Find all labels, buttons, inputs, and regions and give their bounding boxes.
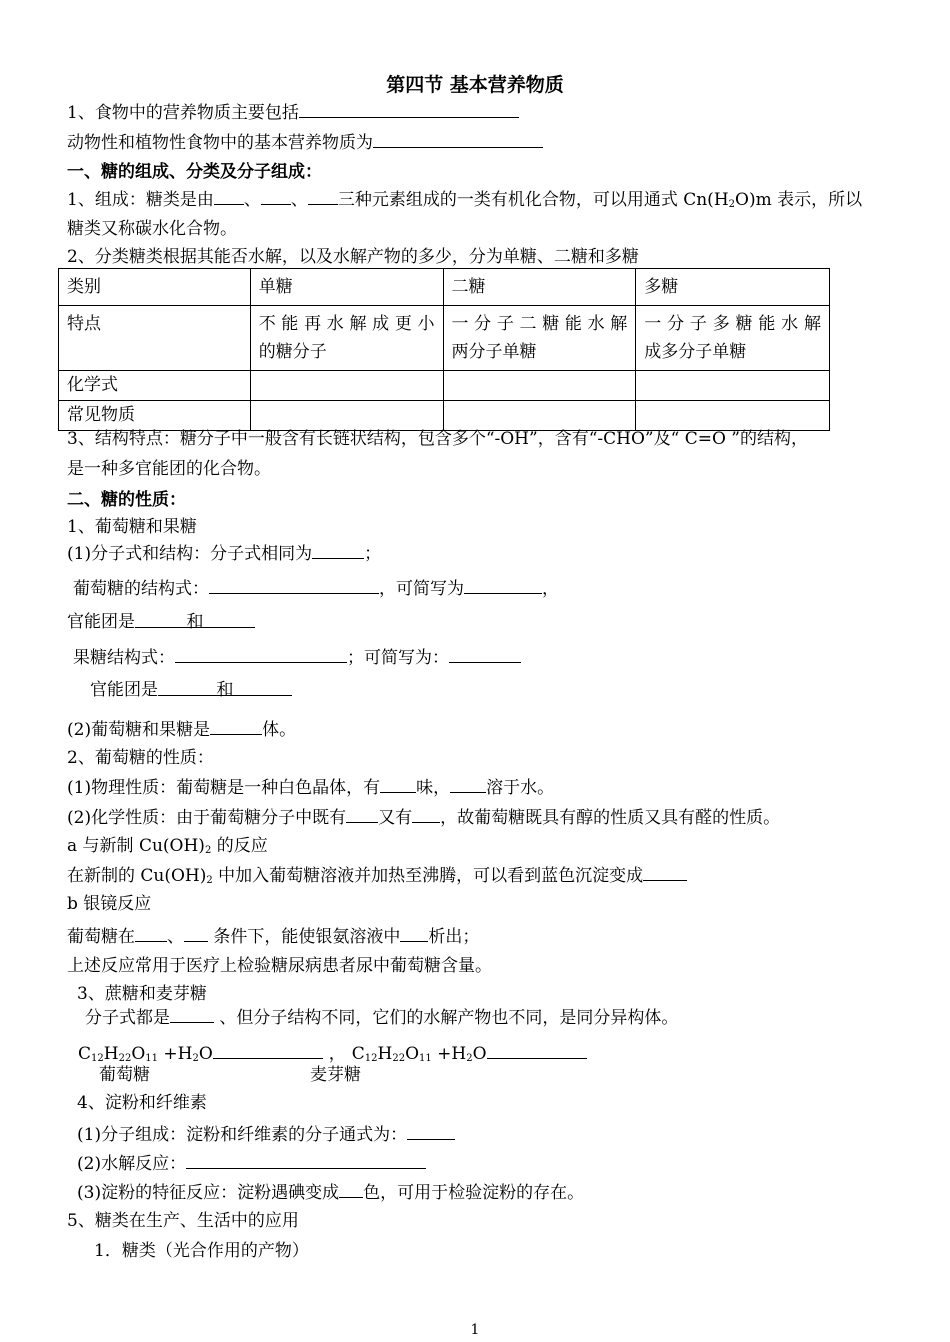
answer-blank[interactable] xyxy=(186,1152,426,1169)
answer-blank[interactable] xyxy=(464,577,542,594)
starch-iodine-line: (3)淀粉的特征反应：淀粉遇碘变成 色，可用于检验淀粉的存在。 xyxy=(77,1183,585,1203)
answer-blank[interactable] xyxy=(184,925,208,942)
applications-heading: 5、糖类在生产、生活中的应用 xyxy=(67,1211,299,1231)
table-row xyxy=(59,401,830,431)
empty-cell[interactable] xyxy=(636,401,830,431)
hydrolysis-equations: $C_{12}H_{22}O_{11} +H_2O$ ， $C_{12}H_{22}O_{11} +H_2O$ xyxy=(78,1042,587,1064)
medical-use-line: 上述反应常用于医疗上检验糖尿病患者尿中葡萄糖含量。 xyxy=(67,956,492,976)
answer-blank[interactable] xyxy=(312,542,364,559)
sucrose-desc-line: 分子式都是 、但分子结构不同，它们的水解产物也不同，是同分异构体。 xyxy=(85,1008,679,1028)
section-heading-2: 二、糖的性质： xyxy=(67,490,186,510)
answer-blank[interactable] xyxy=(299,101,519,118)
row-label: 特点 xyxy=(59,306,251,371)
answer-blank[interactable] xyxy=(170,1006,214,1023)
functional-group-line: 官能团是 和 xyxy=(90,679,292,701)
table-header-row xyxy=(59,269,830,306)
table-header-cell: 单糖 xyxy=(250,269,443,306)
classify-line: 2、分类糖类根据其能否水解，以及水解产物的多少，分为单糖、二糖和多糖 xyxy=(67,247,639,267)
starch-hydrolysis-line: (2)水解反应： xyxy=(77,1152,426,1174)
isomer-line: (2)葡萄糖和果糖是 体。 xyxy=(67,720,297,740)
empty-cell[interactable] xyxy=(443,371,636,401)
answer-blank[interactable] xyxy=(175,646,347,663)
answer-blank[interactable] xyxy=(214,188,244,205)
empty-cell[interactable] xyxy=(443,401,636,431)
structure-line-2: 是一种多官能团的化合物。 xyxy=(67,459,271,479)
answer-blank[interactable] xyxy=(135,925,167,942)
answer-blank[interactable] xyxy=(261,188,291,205)
and-text: 和 xyxy=(186,612,204,632)
table-row xyxy=(59,371,830,401)
answer-blank[interactable] xyxy=(213,1042,323,1059)
sucrose-heading: 3、蔗糖和麦芽糖 xyxy=(77,984,207,1004)
table-header-cell: 多糖 xyxy=(636,269,830,306)
composition-line-2: 糖类又称碳水化合物。 xyxy=(67,219,237,239)
table-cell: 不能再水解成更小 的糖分子 xyxy=(250,306,443,371)
row-label: 常见物质 xyxy=(59,401,251,431)
and-text: 和 xyxy=(216,680,234,700)
row-label: 化学式 xyxy=(59,371,251,401)
empty-cell[interactable] xyxy=(636,371,830,401)
table-header-cell: 二糖 xyxy=(443,269,636,306)
answer-blank[interactable] xyxy=(400,925,428,942)
fructose-structure-line: 果糖结构式： ；可简写为： xyxy=(73,646,521,668)
composition-line: 1、组成：糖类是由 、 、 三种元素组成的一类有机化合物，可以用通式 $Cn(H_2O)m$ 表示，所以 xyxy=(67,190,863,210)
answer-blank[interactable] xyxy=(346,806,378,823)
chemical-props-line: (2)化学性质：由于葡萄糖分子中既有 又有 ，故葡萄糖既具有醇的性质又具有醛的性质。 xyxy=(67,808,781,828)
structure-line-1: 3、结构特点：糖分子中一般含有长链状结构，包含多个“-OH”，含有“-CHO”及“ C=O ”的结构， xyxy=(67,429,808,449)
table-header-cell: 类别 xyxy=(59,269,251,306)
glucose-fructose-heading: 1、葡萄糖和果糖 xyxy=(67,517,197,537)
answer-blank[interactable] xyxy=(487,1042,587,1059)
answer-blank[interactable] xyxy=(643,864,687,881)
table-cell: 一分子多糖能水解 成多分子单糖 xyxy=(636,306,830,371)
answer-blank[interactable] xyxy=(449,646,521,663)
physical-props-line: (1)物理性质：葡萄糖是一种白色晶体，有 味， 溶于水。 xyxy=(67,778,555,798)
empty-cell[interactable] xyxy=(250,401,443,431)
applications-item-1: 1．糖类（光合作用的产物） xyxy=(94,1241,309,1261)
starch-formula-line: (1)分子组成：淀粉和纤维素的分子通式为： xyxy=(77,1123,455,1145)
glucose-structure-line: 葡萄糖的结构式： ，可简写为 ， xyxy=(73,579,559,599)
intro-line-1: 1、食物中的营养物质主要包括 xyxy=(67,101,519,123)
answer-blank[interactable] xyxy=(210,718,262,735)
equation-label-glucose: 葡萄糖 xyxy=(99,1065,150,1085)
answer-blank[interactable] xyxy=(407,1123,455,1140)
sugar-classification-table xyxy=(58,268,830,431)
answer-blank[interactable] xyxy=(380,776,416,793)
page-number: 1 xyxy=(470,1322,480,1338)
formula-line: (1)分子式和结构：分子式相同为 ； xyxy=(67,544,382,564)
section-heading-1: 一、糖的组成、分类及分子组成： xyxy=(67,162,322,182)
glucose-props-heading: 2、葡萄糖的性质： xyxy=(67,748,214,768)
answer-blank[interactable] xyxy=(308,188,338,205)
answer-blank[interactable] xyxy=(339,1181,363,1198)
functional-group-line: 官能团是 和 xyxy=(67,611,255,633)
starch-heading: 4、淀粉和纤维素 xyxy=(77,1093,207,1113)
cuoh2-reaction-title: a 与新制 $Cu(OH)_2$ 的反应 xyxy=(67,836,268,856)
answer-blank[interactable] xyxy=(412,806,440,823)
empty-cell[interactable] xyxy=(250,371,443,401)
intro-line-2: 动物性和植物性食物中的基本营养物质为 xyxy=(67,131,543,153)
table-row xyxy=(59,306,830,371)
page-title: 第四节 基本营养物质 xyxy=(386,74,564,96)
answer-blank[interactable] xyxy=(373,131,543,148)
cuoh2-reaction-desc: 在新制的 $Cu(OH)_2$ 中加入葡萄糖溶液并加热至沸腾，可以看到蓝色沉淀变成 xyxy=(67,864,687,886)
table-cell: 一分子二糖能水解 两分子单糖 xyxy=(443,306,636,371)
silver-mirror-line: 葡萄糖在 、 条件下，能使银氨溶液中 析出； xyxy=(67,927,480,947)
equation-label-maltose: 麦芽糖 xyxy=(310,1065,361,1085)
silver-mirror-title: b 银镜反应 xyxy=(67,894,152,914)
answer-blank[interactable] xyxy=(209,577,379,594)
answer-blank[interactable] xyxy=(450,776,486,793)
